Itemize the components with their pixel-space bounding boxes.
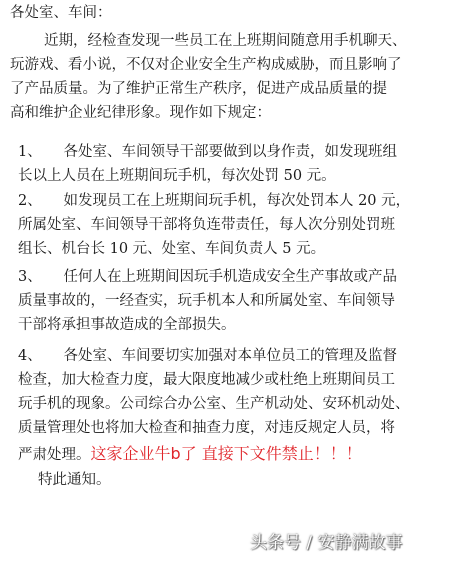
intro-line-3: 了产品质量。为了维护正常生产秩序，促进产成品质量的提	[10, 81, 387, 97]
rule-4-line-2: 检查，加大检查力度，最大限度地减少或杜绝上班期间员工	[18, 372, 395, 388]
closing-text: 特此通知。	[38, 472, 111, 488]
rule-2-line-3: 组长、机台长 10 元、处室、车间负责人 5 元。	[18, 241, 326, 257]
intro-line-2: 玩游戏、看小说，不仅对企业安全生产构成威胁，而且影响了	[10, 57, 402, 73]
intro-line-1: 近期，经检查发现一些员工在上班期间随意用手机聊天、	[44, 33, 407, 49]
rule-2-line-2: 所属处室、车间领导干部将负连带责任，每人次分别处罚班	[18, 217, 395, 233]
rule-4-line-4: 质量管理处也将加大检查和抽查力度，对违反规定人员，将	[18, 420, 395, 436]
rule-2-line-1: 2、 如发现员工在上班期间玩手机，每次处罚本人 20 元，	[18, 193, 411, 209]
rule-3-line-2: 质量事故的，一经查实，玩手机本人和所属处室、车间领导	[18, 293, 395, 309]
rule-3-line-1: 3、 任何人在上班期间因玩手机造成安全生产事故或产品	[18, 269, 397, 285]
rule-4-line-3: 玩手机的现象。公司综合办公室、生产机动处、安环机动处、	[18, 396, 410, 412]
rule-3-line-3: 干部将承担事故造成的全部损失。	[18, 317, 236, 333]
overlay-comment: 这家企业牛b了 直接下文件禁止！！！	[90, 444, 362, 463]
watermark: 头条号 / 安静满故事	[250, 533, 403, 553]
intro-line-4: 高和维护企业纪律形象。现作如下规定：	[10, 105, 271, 121]
rule-4-last-text: 严肃处理。	[18, 447, 91, 463]
rule-4-line-5	[18, 443, 362, 465]
rule-1-line-1: 1、 各处室、车间领导干部要做到以身作责，如发现班组	[18, 144, 397, 160]
salutation: 各处室、车间：	[10, 5, 112, 21]
rule-1-line-2: 长以上人员在上班期间玩手机，每次处罚 50 元。	[18, 168, 336, 184]
rule-4-line-1: 4、 各处室、车间要切实加强对本单位员工的管理及监督	[18, 348, 397, 364]
